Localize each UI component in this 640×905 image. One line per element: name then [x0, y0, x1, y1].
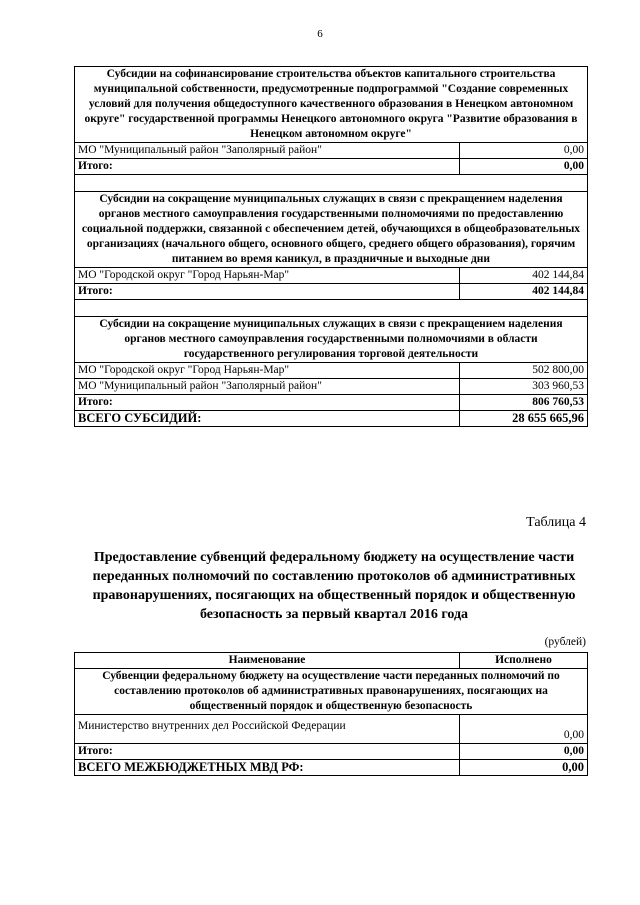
row-name: Министерство внутренних дел Российской Федерации — [75, 715, 460, 744]
row-value: 0,00 — [460, 143, 588, 159]
table-row — [75, 379, 588, 395]
section-total-row — [75, 395, 588, 411]
section-heading-subventions: Субвенции федеральному бюджету на осуществление части переданных полномочий по составлению протоколов об административных правонарушениях, посягающих на общественный порядок и общественную безопасность — [75, 669, 588, 715]
section-heading-trade: Субсидии на сокращение муниципальных служащих в связи с прекращением наделения органов местного самоуправления государственными полномочиями в области государственного регулирования торговой деятельности — [75, 317, 588, 363]
section-heading-food: Субсидии на сокращение муниципальных служащих в связи с прекращением наделения органов местного самоуправления государственными полномочиями по предоставлению социальной поддержки, связанной с обеспечением детей, обучающихся в общеобразовательных организациях (начального общего, основного общего, среднего общего образования), горячим питанием во время каникул, в праздничные и выходные дни — [75, 192, 588, 268]
grand-total-label: ВСЕГО СУБСИДИЙ: — [75, 411, 460, 427]
section-heading-construction: Субсидии на софинансирование строительства объектов капитального строительства муниципальной собственности, предусмотренные подпрограммой "Создание современных условий для получения общедоступного качественного образования в Ненецком автономном округе" государственной программы Ненецкого автономного округа "Развитие образования в Ненецком автономном округе" — [75, 67, 588, 143]
table-row — [75, 268, 588, 284]
row-value: 502 800,00 — [460, 363, 588, 379]
section-total-row — [75, 159, 588, 175]
page-number: 6 — [317, 28, 323, 40]
row-value: 0,00 — [460, 715, 588, 744]
grand-total-value: 0,00 — [460, 760, 588, 776]
spacer-row — [75, 175, 588, 192]
grand-total-label: ВСЕГО МЕЖБЮДЖЕТНЫХ МВД РФ: — [75, 760, 460, 776]
total-value: 0,00 — [460, 744, 588, 760]
spacer-row — [75, 300, 588, 317]
row-name: МО "Городской округ "Город Нарьян-Мар" — [75, 268, 460, 284]
row-value: 303 960,53 — [460, 379, 588, 395]
section-total-row — [75, 284, 588, 300]
row-name: МО "Муниципальный район "Заполярный район" — [75, 379, 460, 395]
column-header-row — [75, 653, 588, 669]
total-value: 0,00 — [460, 159, 588, 175]
table-title: Предоставление субвенций федеральному бюджету на осуществление части переданных полномочий по составлению протоколов об административных правонарушениях, посягающих на общественный порядок и общественную безопасность за первый квартал 2016 года — [92, 550, 576, 622]
units-label: (рублей) — [544, 636, 586, 648]
row-value: 402 144,84 — [460, 268, 588, 284]
total-value: 806 760,53 — [460, 395, 588, 411]
grand-total-row — [75, 411, 588, 427]
total-label: Итого: — [75, 744, 460, 760]
section-total-row — [75, 744, 588, 760]
total-label: Итого: — [75, 284, 460, 300]
grand-total-value: 28 655 665,96 — [460, 411, 588, 427]
table-row — [75, 715, 588, 744]
row-name: МО "Городской округ "Город Нарьян-Мар" — [75, 363, 460, 379]
subsidies-table — [74, 66, 588, 427]
total-value: 402 144,84 — [460, 284, 588, 300]
column-header-executed: Исполнено — [460, 653, 588, 669]
subventions-table — [74, 652, 588, 776]
table-row — [75, 363, 588, 379]
row-name: МО "Муниципальный район "Заполярный район" — [75, 143, 460, 159]
table-row — [75, 143, 588, 159]
grand-total-row — [75, 760, 588, 776]
total-label: Итого: — [75, 159, 460, 175]
column-header-name: Наименование — [75, 653, 460, 669]
total-label: Итого: — [75, 395, 460, 411]
table-label: Таблица 4 — [526, 515, 586, 530]
